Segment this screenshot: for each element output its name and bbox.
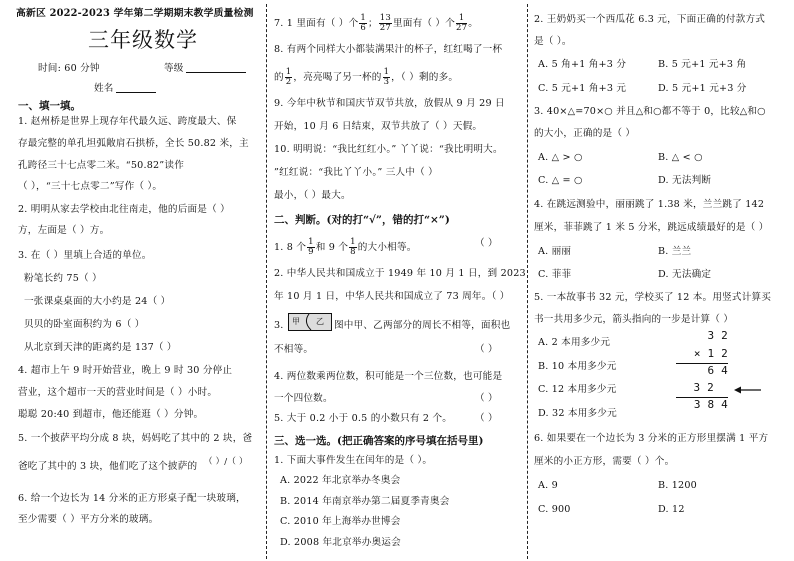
judge-2-line: 2. 中华人民共和国成立于 1949 年 10 月 1 日，到 2023 [274, 268, 526, 279]
judge-1: 1. 8 个 $\frac{1}{9}$ 和 9 个 $\frac{1}{8}$ 的大小相等。 [274, 237, 417, 257]
choice-6-option[interactable]: B. 1200 [658, 480, 697, 491]
column-right [530, 0, 790, 561]
judge-5-blank[interactable]: （ ） [475, 413, 498, 424]
q3-item: 一张课桌桌面的大小约是 24（ ） [24, 296, 171, 307]
q2-line: 方，左面是（ ）方。 [18, 225, 110, 236]
calc-row: 3 2 [693, 381, 714, 394]
grade-label: 等级 [164, 63, 184, 74]
judge-5-line: 5. 大于 0.2 小于 0.5 的小数只有 2 个。 [274, 413, 453, 424]
q5-fraction-blank[interactable]: （ ）/（ ） [204, 457, 248, 467]
choice-3-line: 3. 40×△=70×○ 并且△和○都不等于 0，比较△和○ [534, 106, 766, 117]
q3-line: 3. 在（ ）里填上合适的单位。 [18, 250, 152, 261]
choice-2-line: 2. 王奶奶买一个西瓜花 6.3 元，下面正确的付款方式 [534, 14, 766, 25]
choice-6-line: 厘米的小正方形，需要（ ）个。 [534, 456, 675, 467]
judge-3-blank[interactable]: （ ） [475, 344, 498, 355]
time-label: 时间: 60 分钟 [38, 63, 100, 74]
judge-3-line: 图中甲、乙两部分的周长不相等，面积也 [334, 320, 511, 331]
calc-row: 3 8 4 [693, 398, 728, 411]
figure-label-jia: 甲 [292, 317, 300, 326]
name-label: 姓名 [94, 83, 114, 94]
choice-4-option[interactable]: D. 无法确定 [658, 269, 712, 280]
choice-1-option[interactable]: D. 2008 年北京举办奥运会 [280, 537, 401, 548]
fraction: $\frac{13}{27}$ [379, 13, 391, 33]
q3-item: 粉笔长约 75（ ） [24, 273, 102, 284]
q1-line: 存最完整的单孔坦弧敞肩石拱桥，全长 50.82 米，主 [18, 138, 249, 149]
choice-2-option[interactable]: C. 5 元+1 角+3 元 [538, 83, 627, 94]
column-middle [270, 0, 526, 561]
q6-line: 6. 给一个边长为 14 分米的正方形桌子配一块玻璃， [18, 493, 246, 504]
choice-5-option[interactable]: A. 2 本用多少元 [538, 337, 611, 348]
choice-1-option[interactable]: A. 2022 年北京举办冬奥会 [280, 475, 401, 486]
choice-5-option[interactable]: C. 12 本用多少元 [538, 384, 617, 395]
fraction: $\frac{1}{8}$ [350, 237, 356, 257]
q4-line: 4. 超市上午 9 时开始营业，晚上 9 时 30 分停止 [18, 365, 233, 376]
exam-title: 高新区 2022-2023 学年第二学期期末教学质量检测 [16, 8, 254, 19]
choice-6-line: 6. 如果要在一个边长为 3 分米的正方形里摆满 1 平方 [534, 433, 769, 444]
q10-line: 10. 明明说：“我比红红小。” 丫丫说：“我比明明大。 [274, 144, 503, 155]
subject-title: 三年级数学 [88, 28, 198, 52]
choice-3-line: 的大小，正确的是（ ） [534, 128, 636, 139]
figure-label-yi: 乙 [316, 317, 324, 326]
judge-4-blank[interactable]: （ ） [475, 393, 498, 404]
q10-line: 最小，（ ）最大。 [274, 190, 351, 201]
grade-blank[interactable] [186, 72, 246, 73]
judge-2-line: 年 10 月 1 日，中华人民共和国成立了 73 周年。（ ） [274, 291, 510, 302]
choice-2-option[interactable]: D. 5 元+1 元+3 分 [658, 83, 747, 94]
choice-4-option[interactable]: C. 菲菲 [538, 269, 572, 280]
calc-row: 3 2 [707, 329, 728, 342]
choice-5-option[interactable]: B. 10 本用多少元 [538, 361, 617, 372]
choice-6-option[interactable]: D. 12 [658, 504, 685, 515]
q6-line: 至少需要（ ）平方分米的玻璃。 [18, 514, 159, 525]
choice-5-line: 5. 一本故事书 32 元，学校买了 12 本。用竖式计算买 [534, 292, 772, 303]
section-judge: 二、判断。(对的打“√”，错的打“×”) [274, 214, 450, 226]
q5-line: 5. 一个披萨平均分成 8 块，妈妈吃了其中的 2 块，爸 [18, 433, 253, 444]
column-divider [266, 4, 267, 559]
q4-line: 聪聪 20:40 到超市，他还能逛（ ）分钟。 [18, 409, 204, 420]
choice-3-option[interactable]: B. △ < ○ [658, 152, 703, 163]
judge-3-label: 3. [274, 320, 284, 331]
choice-4-option[interactable]: A. 丽丽 [538, 246, 572, 257]
judge-4-line: 4. 两位数乘两位数，积可能是一个三位数，也可能是 [274, 371, 503, 382]
q4-line: 营业，这个超市一天的营业时间是（ ）小时。 [18, 387, 218, 398]
choice-3-option[interactable]: A. △ > ○ [538, 152, 583, 163]
q1-line: 1. 赵州桥是世界上现存年代最久远、跨度最大、保 [18, 116, 237, 127]
judge-3-line: 不相等。 [274, 344, 314, 355]
choice-4-line: 厘米，菲菲跳了 1 米 5 分米，跳远成绩最好的是（ ） [534, 222, 769, 233]
arrow-left-icon [733, 385, 763, 395]
vertical-calculation [668, 330, 728, 420]
fraction: $\frac{1}{9}$ [308, 237, 314, 257]
q8-line: 8. 有两个同样大小都装满果汁的杯子，红红喝了一杯 [274, 44, 503, 55]
choice-4-option[interactable]: B. 兰兰 [658, 246, 692, 257]
q3-item: 贝贝的卧室面积约为 6（ ） [24, 319, 145, 330]
choice-2-option[interactable]: A. 5 角+1 角+3 分 [538, 59, 627, 70]
judge-4-line: 一个四位数。 [274, 393, 333, 404]
choice-1-line: 1. 下面大事件发生在闰年的是（ ）。 [274, 455, 433, 466]
q9-line: 9. 今年中秋节和国庆节双节共放，放假从 9 月 29 日 [274, 98, 505, 109]
calc-row: × 1 2 [693, 347, 728, 360]
choice-5-line: 书一共用多少元，箭头指向的一步是计算（ ） [534, 314, 734, 325]
section-fill-in: 一、填一填。 [18, 100, 81, 112]
choice-2-line: 是（ ）。 [534, 36, 572, 47]
choice-1-option[interactable]: B. 2014 年南京举办第二届夏季青奥会 [280, 496, 450, 507]
fraction: $\frac{1}{2}$ [285, 67, 292, 87]
q3-item: 从北京到天津的距离约是 137（ ） [24, 342, 177, 353]
fraction: $\frac{1}{27}$ [456, 13, 468, 33]
judge-1-blank[interactable]: （ ） [475, 238, 498, 249]
q8-line: 的 $\frac{1}{2}$ ，亮亮喝了另一杯的 $\frac{1}{3}$ ，（ ）剩的多。 [274, 67, 459, 87]
perimeter-figure [288, 313, 332, 331]
q7-line: 7. 1 里面有（ ）个 $\frac{1}{6}$ ； $\frac{13}{27}$ 里面有（ ）个 $\frac{1}{27}$ 。 [274, 13, 479, 33]
choice-2-option[interactable]: B. 5 元+1 元+3 角 [658, 59, 747, 70]
q5-line: 爸吃了其中的 3 块，他们吃了这个披萨的 [18, 461, 198, 472]
choice-3-option[interactable]: C. △ = ○ [538, 175, 583, 186]
choice-4-line: 4. 在跳远测验中，丽丽跳了 1.38 米，兰兰跳了 142 [534, 199, 765, 210]
choice-1-option[interactable]: C. 2010 年上海举办世博会 [280, 516, 401, 527]
choice-3-option[interactable]: D. 无法判断 [658, 175, 712, 186]
fraction: $\frac{1}{6}$ [360, 13, 366, 33]
choice-6-option[interactable]: A. 9 [538, 480, 558, 491]
q1-line: （ ），“三十七点零二”写作（ ）。 [18, 181, 163, 192]
choice-5-option[interactable]: D. 32 本用多少元 [538, 408, 617, 419]
section-choose: 三、选一选。(把正确答案的序号填在括号里) [274, 435, 484, 447]
q9-line: 开始，10 月 6 日结束，双节共放了（ ）天假。 [274, 121, 483, 132]
fraction: $\frac{1}{3}$ [383, 67, 390, 87]
calc-row: 6 4 [707, 364, 728, 377]
name-blank[interactable] [116, 92, 156, 93]
q2-line: 2. 明明从家去学校由北往南走，他的后面是（ ） [18, 204, 230, 215]
q10-line: ”红红说：“我比丫丫小。” 三人中（ ） [274, 167, 438, 178]
q1-line: 孔跨径三十七点零二米。“50.82”读作 [18, 160, 184, 171]
column-left [14, 0, 264, 561]
choice-6-option[interactable]: C. 900 [538, 504, 571, 515]
column-divider [527, 4, 528, 559]
